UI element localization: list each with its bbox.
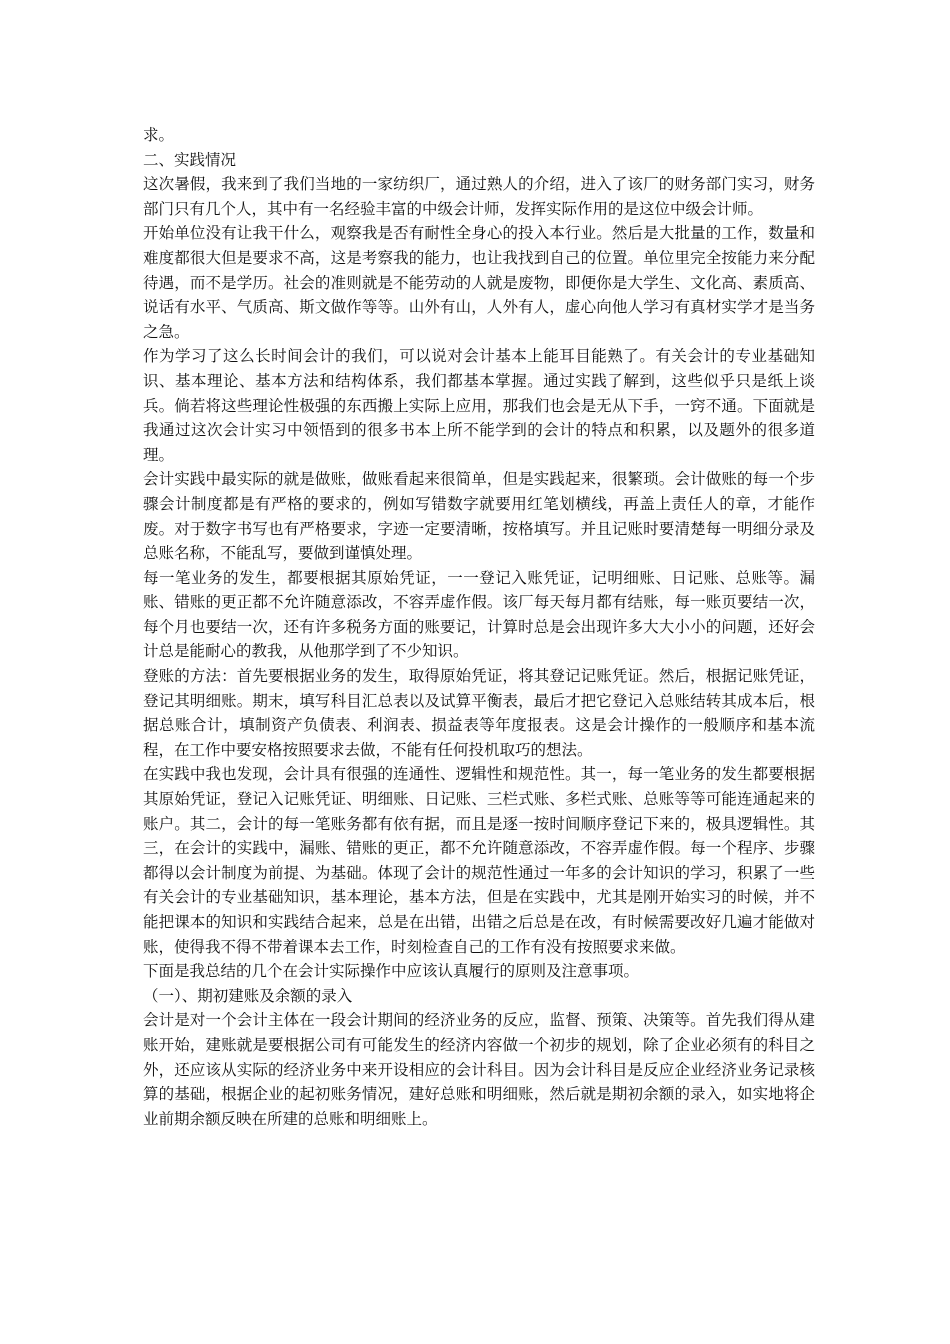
- paragraph-accounting-properties: 在实践中我也发现，会计具有很强的连通性、逻辑性和规范性。其一，每一笔业务的发生都要根据其原始凭证，登记入记账凭证、明细账、日记账、三栏式账、多栏式账、总账等等可能连通起来的账户。其二，会计的每一笔账务都有依有据，而且是逐一按时间顺序登记下来的，极具逻辑性。其三，在会计的实践中，漏账、错账的更正，都不允许随意添改，不容弄虚作假。每一个程序、步骤都得以会计制度为前提、为基础。体现了会计的规范性通过一年多的会计知识的学习，积累了一些有关会计的专业基础知识，基本理论，基本方法，但是在实践中，尤其是刚开始实习的时候，并不能把课本的知识和实践结合起来，总是在出错，出错之后总是在改，有时候需要改好几遍才能做对账，使得我不得不带着课本去工作，时刻检查自己的工作有没有按照要求来做。: [143, 765, 815, 956]
- section-heading-practice: 二、实践情况: [143, 150, 237, 169]
- paragraph-principles-intro: 下面是我总结的几个在会计实际操作中应该认真履行的原则及注意事项。: [143, 962, 640, 981]
- document-body: [143, 123, 815, 1131]
- paragraph-continuation: 求。: [143, 126, 175, 144]
- paragraph-bookkeeping: 会计实践中最实际的就是做账，做账看起来很简单，但是实践起来，很繁琐。会计做账的每一个步骤会计制度都是有严格的要求的，例如写错数字就要用红笔划横线，再盖上责任人的章，才能作废。对于数字书写也有严格要求，字迹一定要清晰，按格填写。并且记账时要清楚每一明细分录及总账名称，不能乱写，要做到谨慎处理。: [143, 470, 815, 563]
- paragraph-internship-intro: 这次暑假，我来到了我们当地的一家纺织厂，通过熟人的介绍，进入了该厂的财务部门实习，财务部门只有几个人，其中有一名经验丰富的中级会计师，发挥实际作用的是这位中级会计师。: [143, 175, 815, 218]
- paragraph-transactions: 每一笔业务的发生，都要根据其原始凭证，一一登记入账凭证，记明细账、日记账、总账等。漏账、错账的更正都不允许随意添改，不容弄虚作假。该厂每天每月都有结账，每一账页要结一次，每个月也要结一次，还有许多税务方面的账要记，计算时总是会出现许多大大小小的问题，还好会计总是能耐心的教我，从他那学到了不少知识。: [143, 568, 815, 661]
- paragraph-theory-vs-practice: 作为学习了这么长时间会计的我们，可以说对会计基本上能耳目能熟了。有关会计的专业基础知识、基本理论、基本方法和结构体系，我们都基本掌握。通过实践了解到，这些似乎只是纸上谈兵。倘若将这些理论性极强的东西搬上实际上应用，那我们也会是无从下手，一窍不通。下面就是我通过这次会计实习中领悟到的很多书本上所不能学到的会计的特点和积累，以及题外的很多道理。: [143, 347, 815, 464]
- paragraph-first-tasks: 开始单位没有让我干什么，观察我是否有耐性全身心的投入本行业。然后是大批量的工作，数量和难度都很大但是要求不高，这是考察我的能力，也让我找到自己的位置。单位里完全按能力来分配待遇，而不是学历。社会的准则就是不能劳动的人就是废物，即便你是大学生、文化高、素质高、说话有水平、气质高、斯文做作等等。山外有山，人外有人，虚心向他人学习有真材实学才是当务之急。: [143, 224, 815, 341]
- paragraph-posting-method: 登账的方法：首先要根据业务的发生，取得原始凭证，将其登记记账凭证。然后，根据记账凭证，登记其明细账。期末，填写科目汇总表以及试算平衡表，最后才把它登记入总账结转其成本后，根据总账合计，填制资产负债表、利润表、损益表等年度报表。这是会计操作的一般顺序和基本流程，在工作中要安格按照要求去做，不能有任何投机取巧的想法。: [143, 667, 815, 759]
- subsection-heading-opening-balances: （一）、期初建账及余额的录入: [143, 986, 353, 1005]
- paragraph-opening-balances: 会计是对一个会计主体在一段会计期间的经济业务的反应，监督、预策、决策等。首先我们得从建账开始，建账就是要根据公司有可能发生的经济内容做一个初步的规划，除了企业必须有的科目之外，还应该从实际的经济业务中来开设相应的会计科目。因为会计科目是反应企业经济业务记录核算的基础，根据企业的起初账务情况，建好总账和明细账，然后就是期初余额的录入，如实地将企业前期余额反映在所建的总账和明细账上。: [143, 1011, 815, 1128]
